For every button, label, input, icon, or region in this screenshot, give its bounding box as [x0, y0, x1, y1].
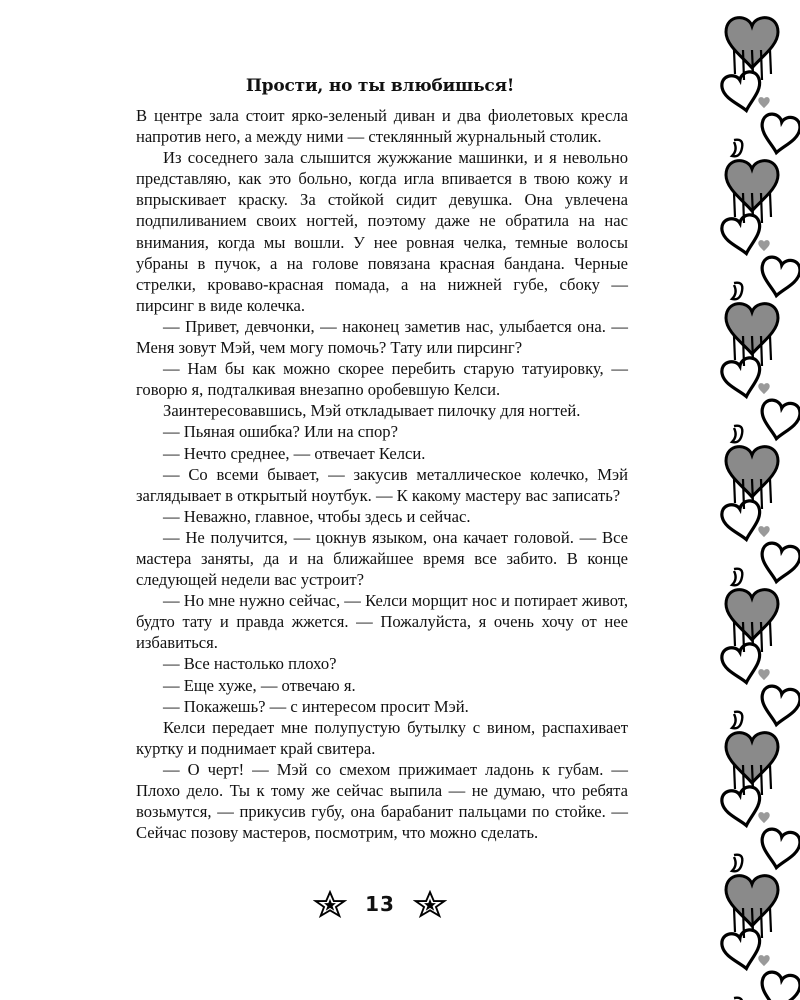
paragraph: Келси передает мне полупустую бутылку с вином, распахивает куртку и поднимает край свитера.	[136, 717, 628, 758]
outline-heart-icon	[720, 213, 765, 257]
outline-heart-icon	[720, 499, 765, 543]
small-heart-icon	[758, 383, 769, 394]
hearts-border-decoration	[630, 0, 800, 1000]
outline-heart-icon	[720, 785, 765, 829]
body-text	[136, 105, 628, 843]
squiggle-icon	[732, 140, 742, 157]
small-heart-icon	[758, 669, 769, 680]
paragraph: — Все настолько плохо?	[163, 654, 337, 674]
outline-heart-icon	[758, 828, 800, 871]
outline-heart-icon	[758, 399, 800, 442]
page-title: Прости, но ты влюбишься!	[245, 76, 515, 96]
small-heart-icon	[758, 240, 769, 251]
paragraph: — Привет, девчонки, — наконец заметив нас, улыбается она. — Меня зовут Мэй, чем могу помочь? Тату или пирсинг?	[136, 316, 628, 358]
small-heart-icon	[758, 955, 769, 966]
pentagram-star-icon	[313, 890, 347, 918]
small-heart-icon	[758, 812, 769, 823]
squiggle-icon	[732, 569, 742, 586]
paragraph: — Покажешь? — с интересом просит Мэй.	[163, 696, 469, 716]
outline-heart-icon	[720, 70, 765, 114]
paragraph: — Нечто среднее, — отвечает Келси.	[163, 443, 426, 463]
small-heart-icon	[758, 526, 769, 537]
outline-heart-icon	[758, 542, 800, 585]
page-number: 13	[365, 892, 395, 916]
paragraph: — Но мне нужно сейчас, — Келси морщит нос и потирает живот, будто тату и правда жжется. — Пожалуйста, я очень хочу от нее избавиться.	[136, 591, 628, 653]
outline-heart-icon	[758, 256, 800, 299]
paragraph: — Неважно, главное, чтобы здесь и сейчас.	[163, 506, 471, 526]
outline-heart-icon	[720, 642, 765, 686]
paragraph: Заинтересовавшись, Мэй откладывает пилочку для ногтей.	[163, 401, 581, 421]
paragraph: В центре зала стоит ярко-зеленый диван и два фиолетовых кресла напротив него, а между ними — стеклянный журнальный столик.	[136, 106, 628, 147]
pentagram-star-icon	[413, 890, 447, 918]
paragraph: Из соседнего зала слышится жужжание машинки, и я невольно представляю, как это больно, когда игла впивается в твою кожу и впрыскивает краску. За стойкой сидит девушка. Она увлечена подпиливанием своих ногтей, поэтому даже не обратила на нас внимания, когда мы вошли. У нее ровная челка, темные волосы убраны в пучок, а на голове повязана красная бандана. Черные стрелки, кроваво-красная помада, а на нижней губе, сбоку — пирсинг в виде колечка.	[136, 148, 628, 315]
outline-heart-icon	[758, 113, 800, 156]
outline-heart-icon	[758, 971, 800, 1000]
heart-column	[720, 18, 800, 1000]
squiggle-icon	[732, 855, 742, 872]
paragraph: — Не получится, — цокнув языком, она качает головой. — Все мастера заняты, да и на ближайшее время все забито. В конце следующей недели вас устроит?	[136, 527, 628, 590]
outline-heart-icon	[720, 356, 765, 400]
squiggle-icon	[732, 426, 742, 443]
paragraph: — Пьяная ошибка? Или на спор?	[163, 422, 398, 442]
paragraph: — О черт! — Мэй со смехом прижимает ладонь к губам. — Плохо дело. Ты к тому же сейчас выпила — не думаю, что ребята возьмутся, — прикусив губу, она барабанит пальцами по стойке. — Сейчас позову мастеров, посмотрим, что можно сделать.	[136, 759, 628, 843]
outline-heart-icon	[758, 685, 800, 728]
squiggle-icon	[732, 283, 742, 300]
paragraph: — Нам бы как можно скорее перебить старую татуировку, — говорю я, подталкивая внезапно оробевшую Келси.	[136, 359, 628, 400]
outline-heart-icon	[720, 928, 765, 972]
small-heart-icon	[758, 97, 769, 108]
paragraph: — Со всеми бывает, — закусив металлическое колечко, Мэй заглядывает в открытый ноутбук. — К какому мастеру вас записать?	[136, 464, 628, 505]
squiggle-icon	[732, 712, 742, 729]
paragraph: — Еще хуже, — отвечаю я.	[163, 675, 356, 695]
